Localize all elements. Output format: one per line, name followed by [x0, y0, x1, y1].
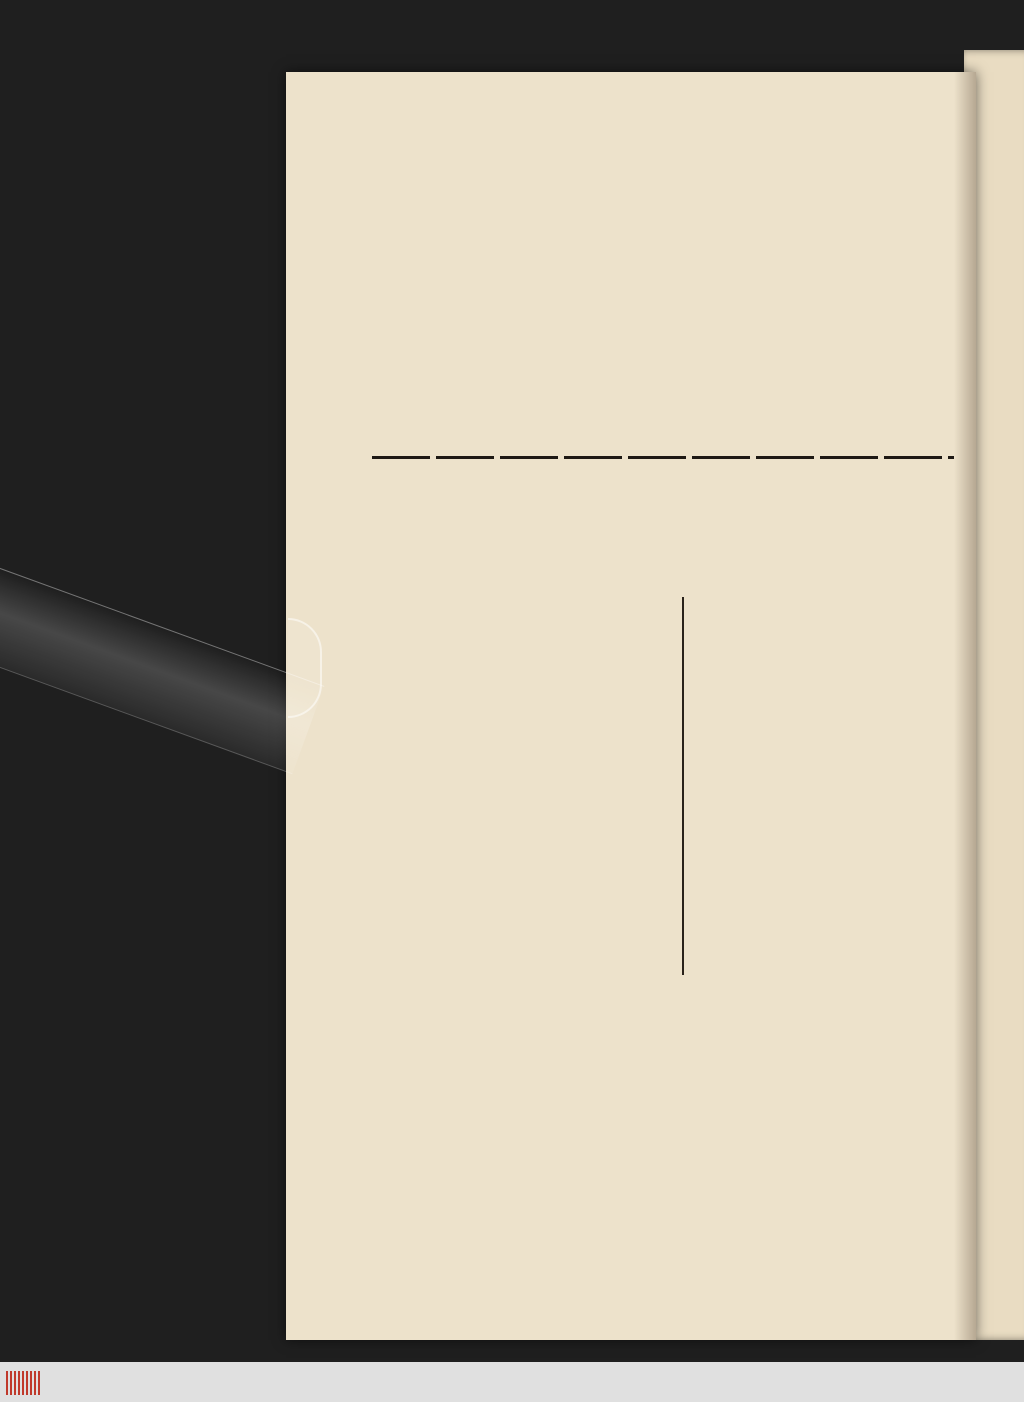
- index-divider: [682, 597, 684, 975]
- running-head: [372, 120, 386, 148]
- footer-bar: [0, 1362, 1024, 1402]
- section-rule: [372, 456, 954, 459]
- book-page: [286, 72, 976, 1340]
- hab-logo-icon: [6, 1371, 42, 1395]
- glass-slide: [0, 563, 324, 774]
